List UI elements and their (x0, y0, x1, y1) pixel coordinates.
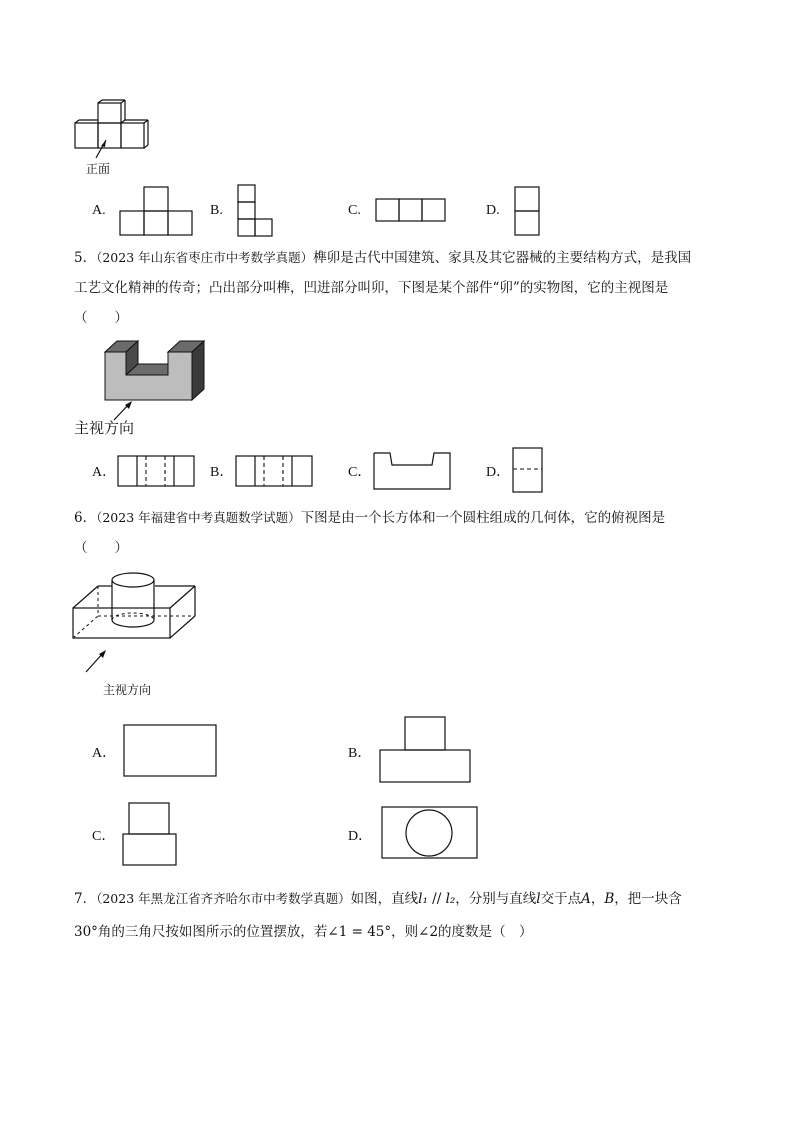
q5-option-b-figure (236, 455, 314, 487)
q5-option-a-figure (118, 455, 196, 487)
q4-option-d-label[interactable]: D. (486, 203, 500, 218)
q5-answer-paren: （ ） (74, 310, 128, 326)
q6-option-b-label[interactable]: B． (348, 746, 372, 761)
q6-option-a-label[interactable]: A． (92, 746, 117, 761)
q4-figure-caption: 正面 (86, 162, 111, 176)
q7-text-a: 如图，直线 (350, 891, 419, 907)
q6-number: 6． (74, 510, 97, 526)
q5-text-line1: 榫卯是古代中国建筑、家具及其它器械的主要结构方式，是我国 (313, 250, 692, 266)
q5-option-d-figure (513, 447, 543, 493)
q6-figure-caption: 主视方向 (103, 683, 152, 697)
q4-option-d-figure (515, 186, 541, 236)
q7-source: （2023 年黑龙江省齐齐哈尔市中考数学真题） (96, 891, 351, 906)
q7-comma: ， (590, 891, 605, 907)
q5-mortise-figure (104, 340, 208, 402)
q5-stem (74, 243, 734, 333)
q6-solid-figure (72, 572, 198, 698)
q6-text-line1: 下图是由一个长方体和一个圆柱组成的几何体，它的俯视图是 (300, 510, 666, 526)
q7-number: 7． (74, 891, 97, 907)
q7-text-b: ，分别与直线 (455, 891, 537, 907)
q6-option-d-label[interactable]: D． (348, 829, 373, 844)
q7-point-a: A (581, 891, 591, 907)
q7-text-d: ，把一块含 (614, 891, 682, 907)
q5-text-line2: 工艺文化精神的传奇；凸出部分叫榫，凹进部分叫卯，下图是某个部件“卯”的实物图，它的主视图是 (74, 280, 669, 296)
q5-option-c-label[interactable]: C． (348, 465, 372, 480)
q6-option-d-figure (381, 806, 479, 860)
q5-source: （2023 年山东省枣庄市中考数学真题） (96, 250, 314, 265)
q7-text-line2: 30°角的三角尺按如图所示的位置摆放，若∠1 = 45°，则∠2的度数是 (74, 924, 493, 940)
q6-option-c-figure (122, 802, 178, 866)
q7-l2: l₂ (445, 891, 456, 907)
q6-answer-paren: （ ） (74, 540, 128, 556)
q6-stem (74, 503, 734, 563)
q5-option-c-figure (374, 452, 452, 490)
q7-line-l: l (536, 891, 541, 907)
q4-option-c-label[interactable]: C. (348, 203, 361, 218)
q5-number: 5． (74, 250, 97, 266)
q4-option-a-label[interactable]: A. (92, 203, 106, 218)
q7-point-b: B (604, 891, 615, 907)
q5-option-a-label[interactable]: A． (92, 465, 117, 480)
q6-option-b-figure (379, 716, 473, 784)
q6-option-a-figure (124, 724, 218, 778)
q5-option-d-label[interactable]: D． (486, 465, 511, 480)
q7-parallel: // (427, 891, 446, 907)
q4-cube-figure (74, 100, 154, 160)
q4-option-c-figure (376, 198, 446, 222)
q7-stem (74, 882, 734, 949)
q4-option-b-figure (238, 184, 274, 238)
q7-text-c: 交于点 (540, 891, 582, 907)
q5-figure-caption: 主视方向 (74, 419, 135, 437)
q7-answer-paren: （ ） (492, 924, 533, 940)
q6-option-c-label[interactable]: C． (92, 829, 116, 844)
q5-option-b-label[interactable]: B． (210, 465, 234, 480)
q4-option-b-label[interactable]: B. (210, 203, 223, 218)
q6-source: （2023 年福建省中考真题数学试题） (96, 510, 301, 525)
q4-option-a-figure (120, 186, 192, 236)
q7-l1: l₁ (418, 891, 428, 907)
